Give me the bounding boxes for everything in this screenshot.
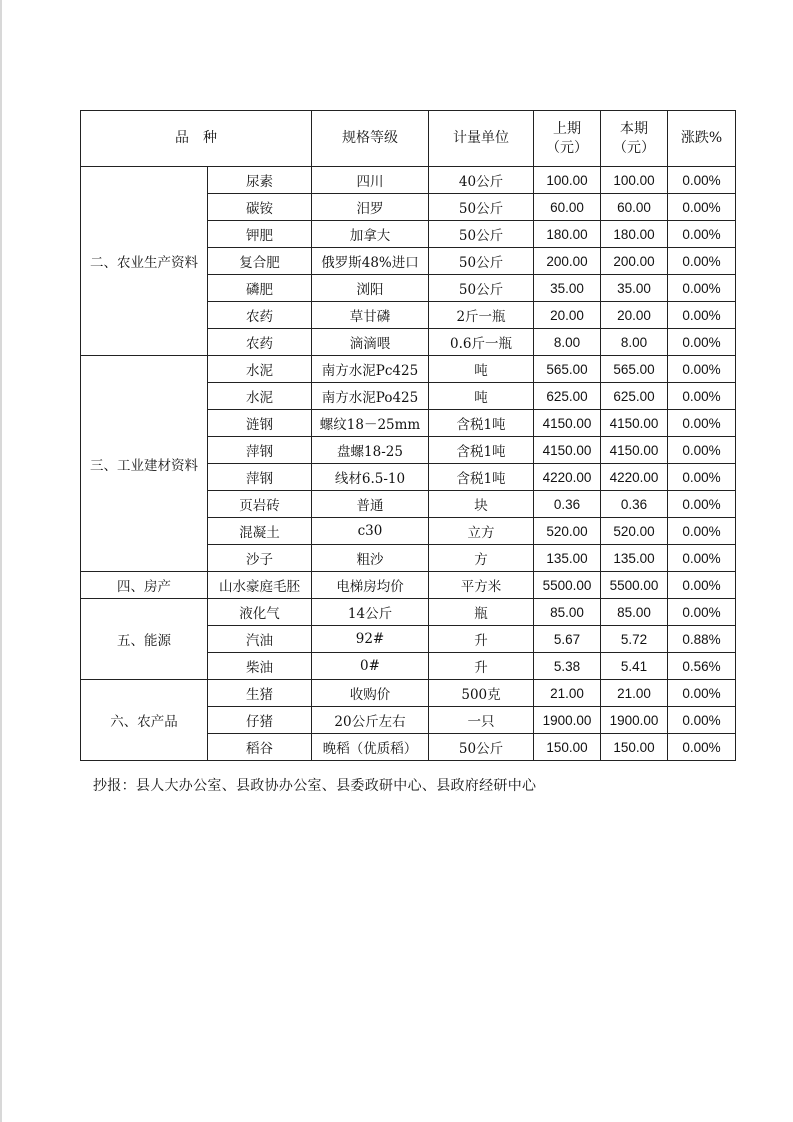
unit-cell: 50公斤 [429,275,534,302]
curr-price-cell: 565.00 [601,356,668,383]
prev-price-cell: 135.00 [534,545,601,572]
curr-price-cell: 8.00 [601,329,668,356]
item-name-cell: 涟钢 [208,410,312,437]
change-cell: 0.00% [668,167,736,194]
prev-price-cell: 5.67 [534,626,601,653]
item-name-cell: 山水豪庭毛胚 [208,572,312,599]
prev-price-cell: 85.00 [534,599,601,626]
spec-cell: 线材6.5-10 [312,464,429,491]
unit-cell: 立方 [429,518,534,545]
unit-cell: 0.6斤一瓶 [429,329,534,356]
curr-price-cell: 4150.00 [601,437,668,464]
item-name-cell: 生猪 [208,680,312,707]
unit-cell: 升 [429,653,534,680]
item-name-cell: 汽油 [208,626,312,653]
spec-cell: 收购价 [312,680,429,707]
curr-price-cell: 85.00 [601,599,668,626]
header-change: 涨跌% [668,111,736,167]
spec-cell: 四川 [312,167,429,194]
curr-price-cell: 5.41 [601,653,668,680]
spec-cell: 浏阳 [312,275,429,302]
header-curr-line2: （元） [613,139,655,156]
prev-price-cell: 100.00 [534,167,601,194]
unit-cell: 一只 [429,707,534,734]
prev-price-cell: 1900.00 [534,707,601,734]
prev-price-cell: 4150.00 [534,410,601,437]
category-cell: 三、工业建材资料 [81,356,208,572]
category-cell: 六、农产品 [81,680,208,761]
curr-price-cell: 180.00 [601,221,668,248]
curr-price-cell: 5.72 [601,626,668,653]
prev-price-cell: 520.00 [534,518,601,545]
item-name-cell: 混凝土 [208,518,312,545]
header-row [81,111,736,167]
item-name-cell: 萍钢 [208,437,312,464]
change-cell: 0.00% [668,248,736,275]
curr-price-cell: 20.00 [601,302,668,329]
change-cell: 0.88% [668,626,736,653]
prev-price-cell: 0.36 [534,491,601,518]
header-curr-line1: 本期 [620,120,648,137]
curr-price-cell: 200.00 [601,248,668,275]
page-edge [0,0,2,1122]
change-cell: 0.00% [668,221,736,248]
unit-cell: 吨 [429,383,534,410]
header-variety: 品 种 [81,111,312,167]
unit-cell: 500克 [429,680,534,707]
spec-cell: 俄罗斯48%进口 [312,248,429,275]
category-cell: 二、农业生产资料 [81,167,208,356]
change-cell: 0.00% [668,302,736,329]
spec-cell: 汨罗 [312,194,429,221]
item-name-cell: 柴油 [208,653,312,680]
change-cell: 0.00% [668,572,736,599]
spec-cell: 南方水泥Po425 [312,383,429,410]
unit-cell: 方 [429,545,534,572]
prev-price-cell: 150.00 [534,734,601,761]
table-row [81,572,736,599]
curr-price-cell: 100.00 [601,167,668,194]
change-cell: 0.00% [668,437,736,464]
header-prev-line2: （元） [546,139,588,156]
prev-price-cell: 60.00 [534,194,601,221]
prev-price-cell: 625.00 [534,383,601,410]
unit-cell: 2斤一瓶 [429,302,534,329]
change-cell: 0.00% [668,491,736,518]
prev-price-cell: 35.00 [534,275,601,302]
table-header [81,111,736,167]
curr-price-cell: 4150.00 [601,410,668,437]
prev-price-cell: 180.00 [534,221,601,248]
curr-price-cell: 520.00 [601,518,668,545]
prev-price-cell: 4220.00 [534,464,601,491]
header-prev-price [534,111,601,167]
unit-cell: 50公斤 [429,248,534,275]
curr-price-cell: 21.00 [601,680,668,707]
category-cell: 四、房产 [81,572,208,599]
unit-cell: 含税1吨 [429,410,534,437]
unit-cell: 50公斤 [429,734,534,761]
prev-price-cell: 4150.00 [534,437,601,464]
curr-price-cell: 135.00 [601,545,668,572]
price-table [80,110,736,761]
change-cell: 0.56% [668,653,736,680]
change-cell: 0.00% [668,734,736,761]
curr-price-cell: 5500.00 [601,572,668,599]
unit-cell: 40公斤 [429,167,534,194]
category-cell: 五、能源 [81,599,208,680]
change-cell: 0.00% [668,356,736,383]
curr-price-cell: 1900.00 [601,707,668,734]
spec-cell: 普通 [312,491,429,518]
item-name-cell: 页岩砖 [208,491,312,518]
item-name-cell: 尿素 [208,167,312,194]
unit-cell: 吨 [429,356,534,383]
item-name-cell: 农药 [208,329,312,356]
table-row [81,599,736,626]
header-prev-line1: 上期 [553,120,581,137]
table-row [81,356,736,383]
unit-cell: 升 [429,626,534,653]
change-cell: 0.00% [668,518,736,545]
table-row [81,167,736,194]
prev-price-cell: 8.00 [534,329,601,356]
item-name-cell: 磷肥 [208,275,312,302]
change-cell: 0.00% [668,680,736,707]
change-cell: 0.00% [668,599,736,626]
item-name-cell: 水泥 [208,356,312,383]
item-name-cell: 钾肥 [208,221,312,248]
header-spec: 规格等级 [312,111,429,167]
spec-cell: 盘螺18-25 [312,437,429,464]
spec-cell: 92# [312,626,429,653]
item-name-cell: 沙子 [208,545,312,572]
header-curr-price [601,111,668,167]
item-name-cell: 农药 [208,302,312,329]
prev-price-cell: 5500.00 [534,572,601,599]
item-name-cell: 液化气 [208,599,312,626]
unit-cell: 瓶 [429,599,534,626]
item-name-cell: 水泥 [208,383,312,410]
unit-cell: 含税1吨 [429,437,534,464]
table-row [81,680,736,707]
spec-cell: 粗沙 [312,545,429,572]
unit-cell: 块 [429,491,534,518]
spec-cell: 滴滴喂 [312,329,429,356]
change-cell: 0.00% [668,383,736,410]
change-cell: 0.00% [668,545,736,572]
item-name-cell: 复合肥 [208,248,312,275]
header-unit: 计量单位 [429,111,534,167]
prev-price-cell: 200.00 [534,248,601,275]
unit-cell: 50公斤 [429,221,534,248]
item-name-cell: 仔猪 [208,707,312,734]
spec-cell: 14公斤 [312,599,429,626]
prev-price-cell: 5.38 [534,653,601,680]
item-name-cell: 萍钢 [208,464,312,491]
change-cell: 0.00% [668,410,736,437]
table-body [81,167,736,761]
spec-cell: 加拿大 [312,221,429,248]
curr-price-cell: 150.00 [601,734,668,761]
item-name-cell: 碳铵 [208,194,312,221]
unit-cell: 平方米 [429,572,534,599]
change-cell: 0.00% [668,707,736,734]
item-name-cell: 稻谷 [208,734,312,761]
curr-price-cell: 0.36 [601,491,668,518]
spec-cell: 南方水泥Pc425 [312,356,429,383]
spec-cell: 螺纹18－25mm [312,410,429,437]
spec-cell: 晚稻（优质稻） [312,734,429,761]
curr-price-cell: 4220.00 [601,464,668,491]
curr-price-cell: 35.00 [601,275,668,302]
change-cell: 0.00% [668,329,736,356]
spec-cell: c30 [312,518,429,545]
spec-cell: 电梯房均价 [312,572,429,599]
spec-cell: 草甘磷 [312,302,429,329]
cc-line: 抄报：县人大办公室、县政协办公室、县委政研中心、县政府经研中心 [93,778,537,794]
spec-cell: 0# [312,653,429,680]
prev-price-cell: 20.00 [534,302,601,329]
curr-price-cell: 60.00 [601,194,668,221]
unit-cell: 50公斤 [429,194,534,221]
change-cell: 0.00% [668,464,736,491]
change-cell: 0.00% [668,194,736,221]
change-cell: 0.00% [668,275,736,302]
prev-price-cell: 21.00 [534,680,601,707]
spec-cell: 20公斤左右 [312,707,429,734]
curr-price-cell: 625.00 [601,383,668,410]
unit-cell: 含税1吨 [429,464,534,491]
prev-price-cell: 565.00 [534,356,601,383]
